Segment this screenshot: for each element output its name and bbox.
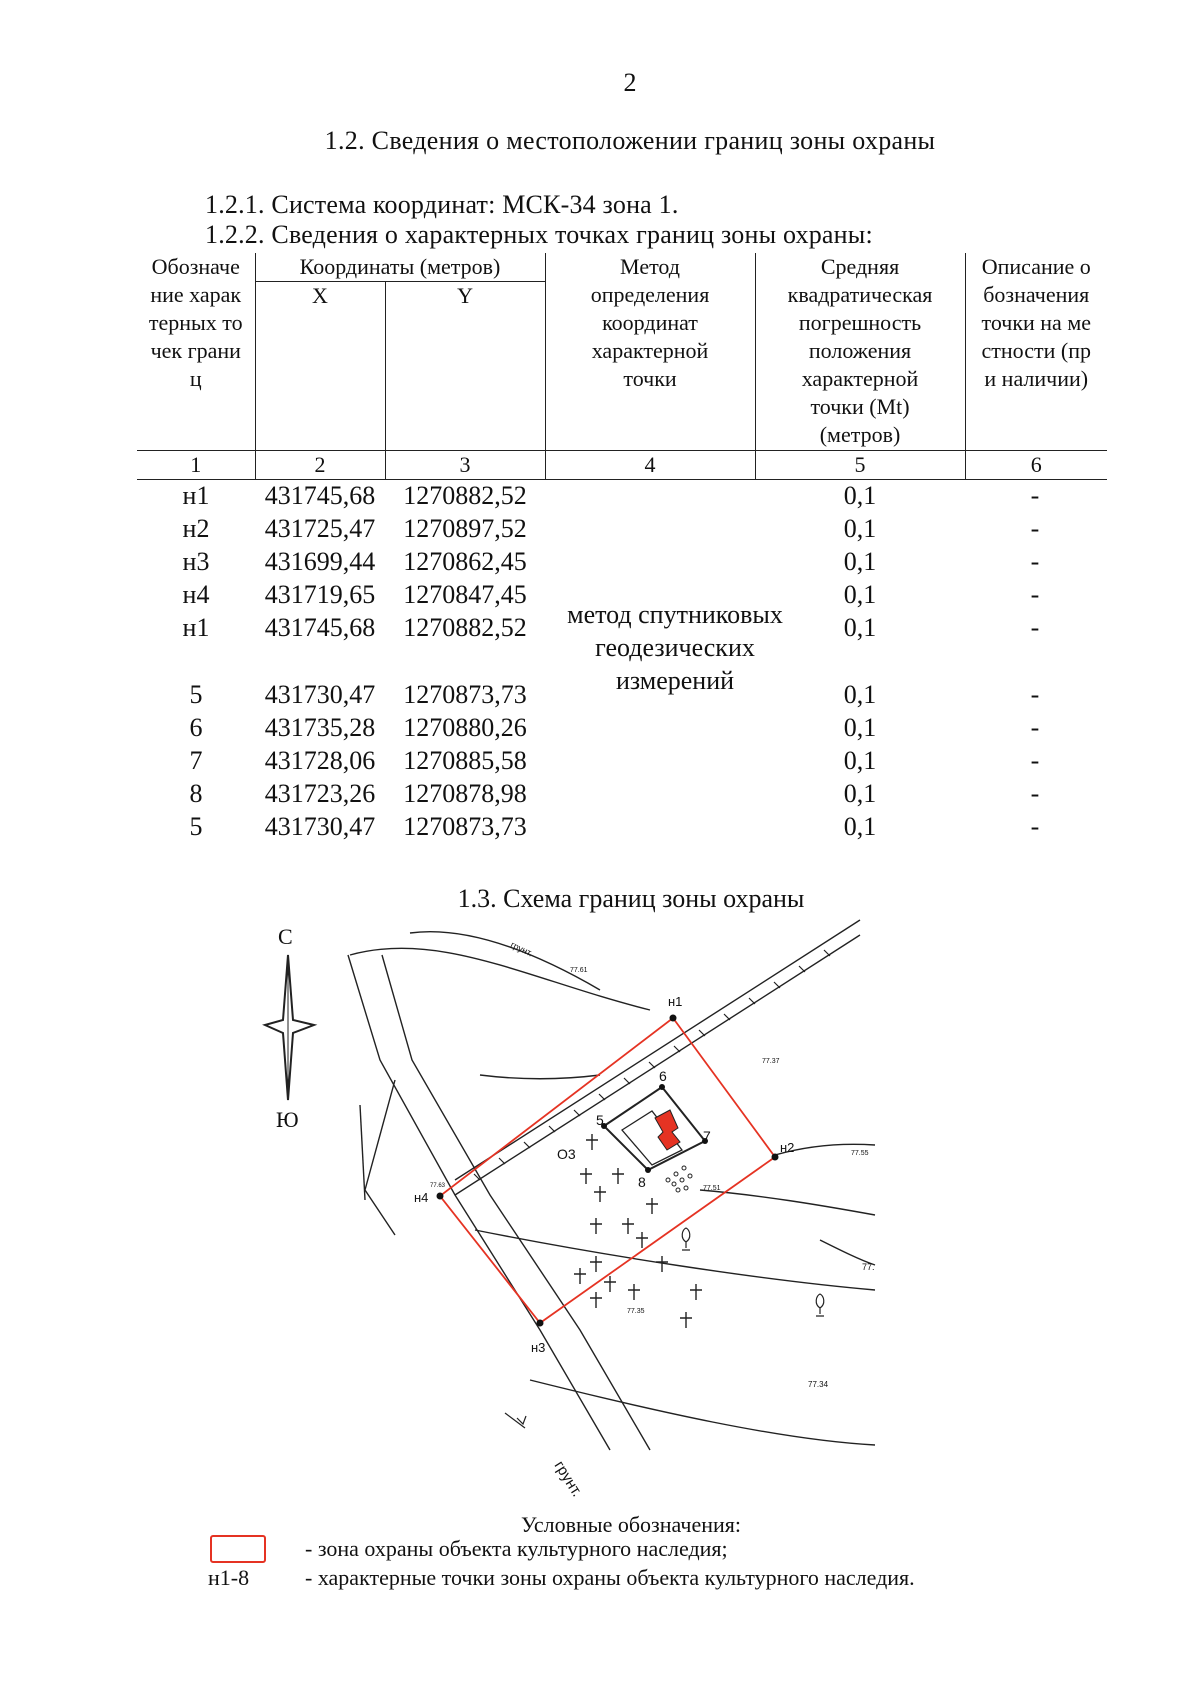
- x-coordinate: 431745,68: [264, 481, 376, 510]
- elevation-label: 77.35: [627, 1308, 645, 1315]
- object-outline: [604, 1087, 705, 1170]
- label-road-top: грунт.: [508, 939, 535, 959]
- section-title: 1.2. Сведения о местоположении границ зоны охраны: [324, 126, 936, 155]
- description-value: -: [1030, 580, 1040, 609]
- description-value: -: [1030, 514, 1040, 543]
- y-coordinate: 1270878,98: [403, 779, 527, 808]
- compass-icon: [265, 955, 314, 1100]
- column-number: 2: [255, 451, 385, 480]
- y-coordinate: 1270882,52: [403, 613, 527, 642]
- legend-zone-text: - зона охраны объекта культурного наследия;: [305, 1536, 728, 1561]
- protection-zone-boundary: [440, 1018, 775, 1323]
- label-point-5: 5: [596, 1112, 604, 1128]
- fence-ticks: [474, 950, 830, 1180]
- y-coordinate: 1270873,73: [403, 680, 527, 709]
- x-coordinate: 431723,26: [264, 779, 376, 808]
- description-value: -: [1030, 481, 1040, 510]
- error-value: 0,1: [843, 481, 877, 510]
- elevation-label: 77.61: [570, 967, 588, 974]
- x-coordinate: 431730,47: [264, 680, 376, 709]
- header-method: Метод определения координат характерной точки: [590, 254, 710, 391]
- compass-north-label: С: [278, 924, 293, 949]
- heritage-building-shape: [655, 1110, 680, 1150]
- x-coordinate: 431745,68: [264, 613, 376, 642]
- description-value: -: [1030, 779, 1040, 808]
- y-coordinate: 1270882,52: [403, 481, 527, 510]
- point-id: 7: [189, 746, 203, 775]
- method-text: метод спутниковых геодезических измерений: [567, 600, 783, 695]
- road-direction-icon: [505, 1413, 526, 1428]
- label-n1: н1: [668, 994, 683, 1009]
- column-number: 1: [137, 451, 255, 480]
- y-coordinate: 1270880,26: [403, 713, 527, 742]
- scheme-title: 1.3. Схема границ зоны охраны: [457, 884, 805, 913]
- x-coordinate: 431728,06: [264, 746, 376, 775]
- column-number: 6: [965, 451, 1107, 480]
- y-coordinate: 1270847,45: [403, 580, 527, 609]
- point-id: н4: [182, 580, 210, 609]
- point-n1-marker: [670, 1015, 677, 1022]
- description-value: -: [1030, 613, 1040, 642]
- column-number: 5: [755, 451, 965, 480]
- x-coordinate: 431699,44: [264, 547, 376, 576]
- point-id: н3: [182, 547, 210, 576]
- page-number: 2: [623, 68, 637, 97]
- legend-points-text: - характерные точки зоны охраны объекта культурного наследия.: [305, 1565, 915, 1590]
- x-coordinate: 431725,47: [264, 514, 376, 543]
- point-id: н1: [182, 481, 210, 510]
- y-coordinate: 1270897,52: [403, 514, 527, 543]
- point-id: 5: [189, 680, 203, 709]
- point-id: н2: [182, 514, 210, 543]
- label-n2: н2: [780, 1140, 795, 1155]
- tree-symbol: [682, 1228, 690, 1250]
- label-point-6: 6: [659, 1068, 667, 1084]
- header-x: X: [312, 283, 328, 308]
- y-coordinate: 1270885,58: [403, 746, 527, 775]
- error-value: 0,1: [843, 547, 877, 576]
- legend-title: Условные обозначения:: [520, 1512, 742, 1537]
- point-n3-marker: [537, 1320, 544, 1327]
- legend-zone-swatch: [210, 1535, 266, 1563]
- header-coordinates: Координаты (метров): [299, 254, 501, 279]
- elevation-label: 77.37: [762, 1058, 780, 1065]
- y-coordinate: 1270862,45: [403, 547, 527, 576]
- header-y: Y: [457, 283, 473, 308]
- label-road-bottom: грунт.: [550, 1458, 586, 1500]
- error-value: 0,1: [843, 812, 877, 841]
- characteristic-points-line: 1.2.2. Сведения о характерных точках границ зоны охраны:: [205, 220, 873, 249]
- elevation-label: 77.: [862, 1262, 875, 1272]
- description-value: -: [1030, 746, 1040, 775]
- elevation-label: 77.63: [430, 1183, 446, 1189]
- label-n3: н3: [531, 1340, 546, 1355]
- error-value: 0,1: [843, 746, 877, 775]
- point-id: 5: [189, 812, 203, 841]
- label-point-7: 7: [703, 1128, 711, 1144]
- label-o3: О3: [557, 1146, 576, 1162]
- tree-symbol: [816, 1294, 824, 1316]
- error-value: 0,1: [843, 514, 877, 543]
- legend-points-code: н1-8: [208, 1565, 250, 1590]
- elevation-label: 77.55: [851, 1150, 869, 1157]
- point-id: 8: [189, 779, 203, 808]
- description-value: -: [1030, 680, 1040, 709]
- point-n2-marker: [772, 1154, 779, 1161]
- point-id: 6: [189, 713, 203, 742]
- point-6-marker: [659, 1084, 665, 1090]
- error-value: 0,1: [843, 580, 877, 609]
- error-value: 0,1: [843, 680, 877, 709]
- y-coordinate: 1270873,73: [403, 812, 527, 841]
- point-id: н1: [182, 613, 210, 642]
- description-value: -: [1030, 547, 1040, 576]
- column-number: 3: [385, 451, 545, 480]
- coordinate-system-line: 1.2.1. Система координат: МСК-34 зона 1.: [205, 190, 679, 219]
- label-n4: н4: [414, 1190, 429, 1205]
- point-8-marker: [645, 1167, 651, 1173]
- error-value: 0,1: [843, 713, 877, 742]
- point-n4-marker: [437, 1193, 444, 1200]
- error-value: 0,1: [843, 779, 877, 808]
- error-value: 0,1: [843, 613, 877, 642]
- elevation-label: 77.51: [703, 1185, 721, 1192]
- x-coordinate: 431735,28: [264, 713, 376, 742]
- x-coordinate: 431719,65: [264, 580, 376, 609]
- label-point-8: 8: [638, 1174, 646, 1190]
- description-value: -: [1030, 812, 1040, 841]
- header-description: Описание обозначения точки на местности (при наличии): [981, 254, 1092, 391]
- header-error: Средняя квадратическая погрешность положения характерной точки (Mt) (метров): [787, 254, 933, 447]
- header-point-designation: Обозначение характерных точек границ: [148, 254, 243, 391]
- x-coordinate: 431730,47: [264, 812, 376, 841]
- column-number: 4: [545, 451, 755, 480]
- compass-south-label: Ю: [276, 1107, 299, 1132]
- elevation-label: 77.34: [808, 1380, 829, 1389]
- description-value: -: [1030, 713, 1040, 742]
